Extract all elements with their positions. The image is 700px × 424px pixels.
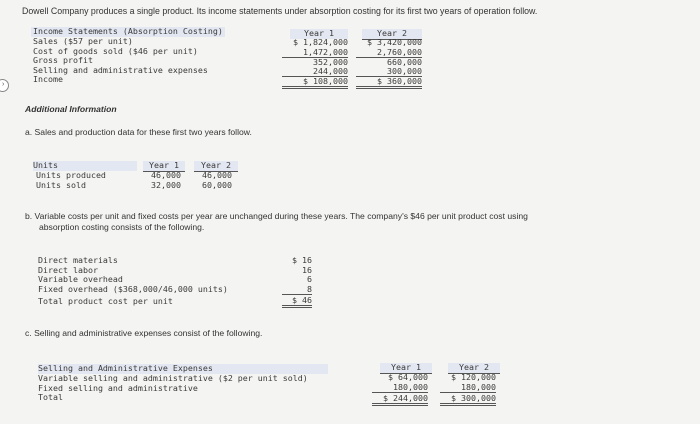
sa-y1-cell: $ 244,000 [372,394,428,406]
is-y1-values [282,38,348,89]
cost-total-label: Total product cost per unit [38,296,173,306]
item-b-text-line1: b. Variable costs per unit and fixed costs per year are unchanged during these years. The company's $46 per unit product cost using [25,211,528,221]
cost-row-label: Direct materials [38,255,118,265]
additional-info-heading: Additional Information [25,104,117,114]
edge-badge [0,79,9,92]
sa-y1-cell: $ 64,000 [388,372,428,382]
is-row-label: Income [33,74,63,85]
units-y1-cell: 32,000 [151,179,181,190]
cost-cell: 16 [302,264,312,275]
units-row-label: Units sold [36,179,86,190]
units-col-year2: Year 2 [194,161,238,172]
is-y1-cell: $ 1,824,000 [293,37,348,47]
is-y2-cell: $ 360,000 [356,77,422,89]
units-y2-cell: 60,000 [202,179,232,190]
cost-total-cell: $ 46 [282,296,312,308]
sa-labels [38,374,308,403]
sa-col-year1: Year 1 [380,363,432,374]
income-statement-title: Income Statements (Absorption Costing) [33,26,223,36]
is-y1-cell: 352,000 [313,56,348,67]
cost-cell: 6 [307,274,312,285]
is-y2-cell: $ 3,420,000 [367,37,422,47]
is-y1-cell: 1,472,000 [282,48,348,58]
is-col-year2: Year 2 [362,29,422,40]
cost-cell: 8 [282,285,312,295]
sa-row-label: Fixed selling and administrative [38,382,198,393]
cost-row-label: Fixed overhead ($368,000/46,000 units) [38,283,228,294]
units-y1-cell: 46,000 [151,170,181,180]
is-y2-cell: 660,000 [387,56,422,67]
sa-row-label: Variable selling and administrative ($2 per unit sold) [38,373,308,383]
edge-badge-mark: › [2,81,5,88]
sa-row-label: Total [38,392,63,403]
sa-y2-cell: $ 300,000 [440,394,496,406]
sa-y2-cell: 180,000 [440,383,496,393]
sa-y2-values [440,373,496,406]
is-row-label: Gross profit [33,55,93,66]
units-header: Units [33,161,137,171]
units-y1-values [143,171,181,190]
units-y2-cell: 46,000 [202,170,232,180]
is-y2-cell: 300,000 [356,67,422,77]
sa-title: Selling and Administrative Expenses [38,364,328,374]
units-col-year1: Year 1 [143,161,185,172]
sa-y2-cell: $ 120,000 [451,372,496,382]
item-a-text: a. Sales and production data for these first two years follow. [25,127,252,137]
is-row-label: Sales ($57 per unit) [33,36,133,46]
is-row-label: Cost of goods sold ($46 per unit) [33,45,198,56]
units-y2-values [194,171,232,190]
is-row-label: Selling and administrative expenses [33,64,208,75]
income-statement-labels [33,37,208,85]
is-y1-cell: $ 108,000 [282,77,348,89]
item-b-text-line2: absorption costing consists of the following. [39,222,205,232]
units-labels [36,171,106,190]
cost-values [282,256,312,308]
problem-intro: Dowell Company produces a single product. Its income statements under absorption costing for its first two years of operation follow. [22,6,538,16]
sa-y1-cell: 180,000 [372,383,428,393]
is-y2-cell: 2,760,000 [356,48,422,58]
units-row-label: Units produced [36,170,106,180]
is-y1-cell: 244,000 [282,67,348,77]
sa-y1-values [372,373,428,406]
cost-row-label: Direct labor [38,264,98,275]
item-c-text: c. Selling and administrative expenses consist of the following. [25,328,263,338]
cost-cell: $ 16 [292,255,312,265]
is-y2-values [356,38,422,89]
cost-row-label: Variable overhead [38,274,123,285]
sa-col-year2: Year 2 [448,363,500,374]
is-col-year1: Year 1 [290,29,348,39]
cost-labels [38,256,228,294]
